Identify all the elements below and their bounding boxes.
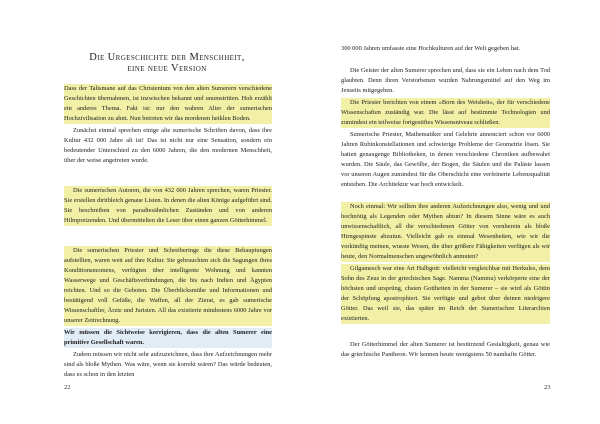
- page-number: 22: [64, 384, 71, 391]
- paragraph: Die Priester berichten von einem »Born des Weisheit«, der für verschiedene Wissenschaften zuständig war. Die lässt auf bestimmte Technologien und zumindest ein teilweise fortgestiftes Wissensniveau schließen.: [341, 99, 550, 126]
- page-number: 23: [544, 384, 551, 391]
- highlighted-statement: Wir müssen die Sichtweise korrigieren, dass die alten Sumerer eine primitive Gesellschaft waren.: [64, 329, 272, 346]
- right-page: [300, 0, 600, 424]
- paragraph: 300 000 Jahren umfasste eine Hochkulturen auf der Welt gegeben hat.: [341, 45, 521, 52]
- paragraph: Die sumerischen Priester und Schreiberinge die diese Behauptungen aufstellten, waren weit auf ihre Kultur. Sie gebrauchten sich die Sagungen ihres Konditionsmomens, verfügten über intelligente Wohnung und kannten Wasserwege und Geschäftsverbindungen, die bis nach Indien und Ägypten reichten. Und so die Geboten. Die Überblicksmühe und Informationen und bestätigend voll Gefäße, die Waffen, all der Zierat, es gab sumerische Wissenschaftler, Ärzte und Juristen. All das existierte mindestens 6000 Jahre vor unserer Zeitrechnung.: [64, 247, 272, 324]
- paragraph: Der Götterhimmel der alten Sumerer ist bestürzend Gestaltigkeit, genau wie das griechische Pantheon. Wir kennen heute wenigstens 50 namhafte Götter.: [341, 341, 550, 358]
- paragraph: Dass der Talismane auf das Christentum von den alten Sumerern verschiedene Geschichten übernahmen, ist inzwischen bekannt und unumstritten. Hoh erzählt ein anderes Thema. Fakt ist: nur den wahren Alter der sumerischen Hochzivilisation zu ahnt. Nun betreten wir das mordenen heiklen Boden.: [64, 85, 272, 122]
- paragraph: Die Geister der alten Sumerer sprechen und, dass sie ein Leben nach dem Tod glaubten. Denn ihren Verstorbenen wurden Nahrungsmittel auf den Weg im Jenseits mitgegeben.: [341, 67, 550, 94]
- paragraph: Zunächst einmal sprechen einige alte sumerische Schriften davon, dass ihre Kultur 432 000 Jahre alt ist! Das ist nicht nur eine Sensation, sondern ein bedeutender Unterschied zu den 6000 Jahren, die den modernen Menschheit, über der weise angetreten wurde.: [64, 127, 272, 164]
- paragraph: Gilgamesch war eine Art Halbgott: vielleicht vergleichbar mit Herkules, dem Sohn des Zeus in der griechischen Sage. Namma (Nammu) verkörperte eine der höchsten und ursprüng, chsten Gottheiten in der Sumerer – sie wird als Göttin der Schöpfung apostrophiert. Sie verfügte und gebot über deinen niedrigere Götter. Das weil sie, das später im Reich der Sumerischen Literarchien existierten.: [341, 265, 550, 322]
- paragraph: Zudem müssen wir nicht sehr aufzuzeichnen, dass ihre Aufzeichnungen mehr sind als bloße Mythen. Was wäre, wenn sie korrekt wären? Das würde bedeuten, dass es schon in den letzten: [64, 351, 272, 378]
- chapter-heading: [66, 52, 268, 74]
- paragraph: Die sumerischen Autoren, die von 432 000 Jahren sprechen, waren Priester. Sie erstellen diritbleich genaue Listen. In denen die alten Könige aufgeführt sind. Sie beschreiben von paradiesähnlichen Zuständen und von anderen Hilmpreizenden. Und übermittelten die Leser über einen ganzen Götterhimmel.: [64, 187, 272, 224]
- paragraph: Sumerische Priester, Mathematiker und Gelehrte annonciert schon vor 6000 Jahren Rubinkonstellationen und schwierige Probleme der Geometrie lösen. Sie hatten genaugenge Bibliotheken, in denen verschiedene Chroniken aufbewahrt wurden. Die Säule, das Gewölbe, der Bogen, die Säulen und die Paläste lassen vor unseren Augen zumindest für die Oberschicht eine verfeinerte Lebensqualität entstehen. Die Architektur war hoch entwickelt.: [341, 131, 550, 188]
- paragraph: Noch einmal: Wir sollten ihre anderen Aufzeichnungen also, wenig und und hochnötig als Legenden oder Mythen abtun? In diesem Sinne wäre es auch unwissenschaftlich, all die verschiedenen Götter von vornherein als bloße Hirngespinste abzutun. Vielleicht gab es einmal Wesenheiten, wie wir die vorkünftig meinen, wusste Wesen, die über größere Fähigkeiten verfügen als wir heute, den Normalmenschen ungewöhnlich anmuten?: [341, 203, 550, 260]
- chapter-heading-line-2: eine neue Version: [127, 63, 207, 74]
- chapter-heading-line-1: Die Urgeschichte der Menschheit,: [89, 52, 245, 63]
